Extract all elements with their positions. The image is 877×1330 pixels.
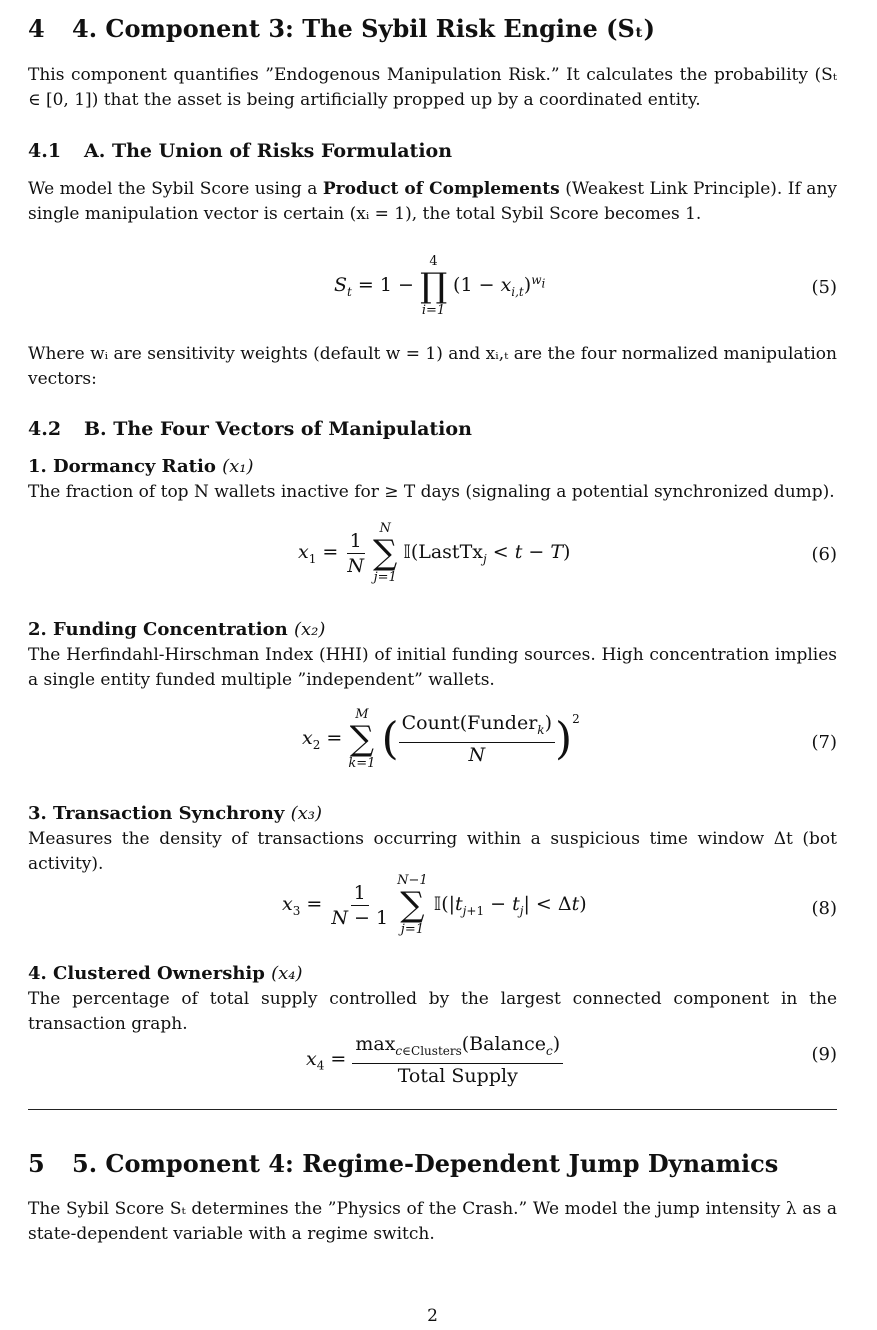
equation-6 [28, 522, 837, 590]
equation-number: (9) [811, 1044, 837, 1065]
equation-body: $x_2$ = M ∑ k=1 ( $\frac{Count(Funder_k)}{N}$ )$^2$ [302, 707, 580, 771]
subsection-4-1-heading [28, 140, 452, 162]
vector-2-heading [28, 619, 325, 640]
section-5-heading [28, 1149, 778, 1178]
section-number: 4 [28, 14, 45, 43]
vector-variable: (x₁) [222, 456, 254, 477]
equation-body: $x_1$ = $\frac{1}{N}$ N ∑ j=1 𝕀(LastTx$_j$ < t − T) [298, 521, 571, 585]
subsection-title: A. The Union of Risks Formulation [84, 140, 453, 162]
vector-1-heading [28, 456, 254, 477]
equation-body: $S_t = 1$ − 4 ∏ i=1 $(1 - x_{i,t})^{w_i}$ [334, 254, 546, 318]
vector-2-text: The Herfindahl-Hirschman Index (HHI) of initial funding sources. High concentration implies a single entity funded multiple ”independent” wallets. [28, 645, 837, 690]
equation-number: (7) [811, 732, 837, 753]
text-run: (Weakest Link Principle). If any single manipulation vector is certain (xᵢ = 1), the total Sybil Score becomes 1. [28, 179, 837, 224]
section-5-intro: The Sybil Score Sₜ determines the ”Physics of the Crash.” We model the jump intensity λ as a state-dependent variable with a regime switch. [28, 1199, 837, 1244]
vector-title: 2. Funding Concentration [28, 619, 288, 640]
vector-variable: (x₂) [293, 619, 326, 640]
equation-number: (8) [811, 898, 837, 919]
subsection-number: 4.2 [28, 418, 62, 440]
equation-number: (6) [811, 544, 837, 565]
vector-variable: (x₄) [271, 963, 303, 984]
vector-4-text: The percentage of total supply controlled by the largest connected component in the transaction graph. [28, 989, 837, 1034]
subsection-number: 4.1 [28, 140, 62, 162]
equation-9 [28, 1032, 837, 1086]
vector-4-heading [28, 963, 303, 984]
equation-body: $x_3$ = $\frac{1}{N - 1}$ N−1 ∑ j=1 $𝕀(|t_{j+1} - t_j| < \Delta t)$ [282, 873, 587, 937]
subsection-title: B. The Four Vectors of Manipulation [84, 418, 472, 440]
text-run: We model the Sybil Score using a [28, 179, 318, 199]
section-4-heading [28, 14, 655, 43]
subsection-4-2-heading [28, 418, 472, 440]
equation-body: $x_4$ = $\frac{\max_{c\in Clusters}(Balance_c)}{\text{Total Supply}}$ [306, 1032, 563, 1088]
equation-8 [28, 874, 837, 942]
vector-title: 4. Clustered Ownership [28, 963, 265, 984]
section-number: 5 [28, 1149, 45, 1178]
section-title: 4. Component 3: The Sybil Risk Engine (Sₜ) [72, 14, 656, 43]
page-number: 2 [427, 1306, 438, 1326]
equation-7 [28, 708, 837, 776]
vector-title: 3. Transaction Synchrony [28, 803, 285, 824]
equation-5 [28, 255, 837, 323]
bold-term: Product of Complements [322, 179, 560, 199]
subsection-4-1-paragraph [28, 177, 837, 227]
vector-1-text: The fraction of top N wallets inactive for ≥ T days (signaling a potential synchronized dump). [28, 482, 835, 502]
section-title: 5. Component 4: Regime-Dependent Jump Dynamics [72, 1149, 779, 1178]
vector-3-text: Measures the density of transactions occurring within a suspicious time window Δt (bot activity). [28, 829, 837, 874]
equation-number: (5) [811, 277, 837, 298]
subsection-4-1-after-eq: Where wᵢ are sensitivity weights (default w = 1) and xᵢ,ₜ are the four normalized manipulation vectors: [28, 344, 837, 389]
vector-variable: (x₃) [290, 803, 322, 824]
section-4-intro: This component quantifies ”Endogenous Manipulation Risk.” It calculates the probability (Sₜ ∈ [0, 1]) that the asset is being artificially propped up by a coordinated entity. [28, 65, 837, 110]
vector-3-heading [28, 803, 322, 824]
vector-title: 1. Dormancy Ratio [28, 456, 216, 477]
horizontal-rule [28, 1109, 837, 1110]
